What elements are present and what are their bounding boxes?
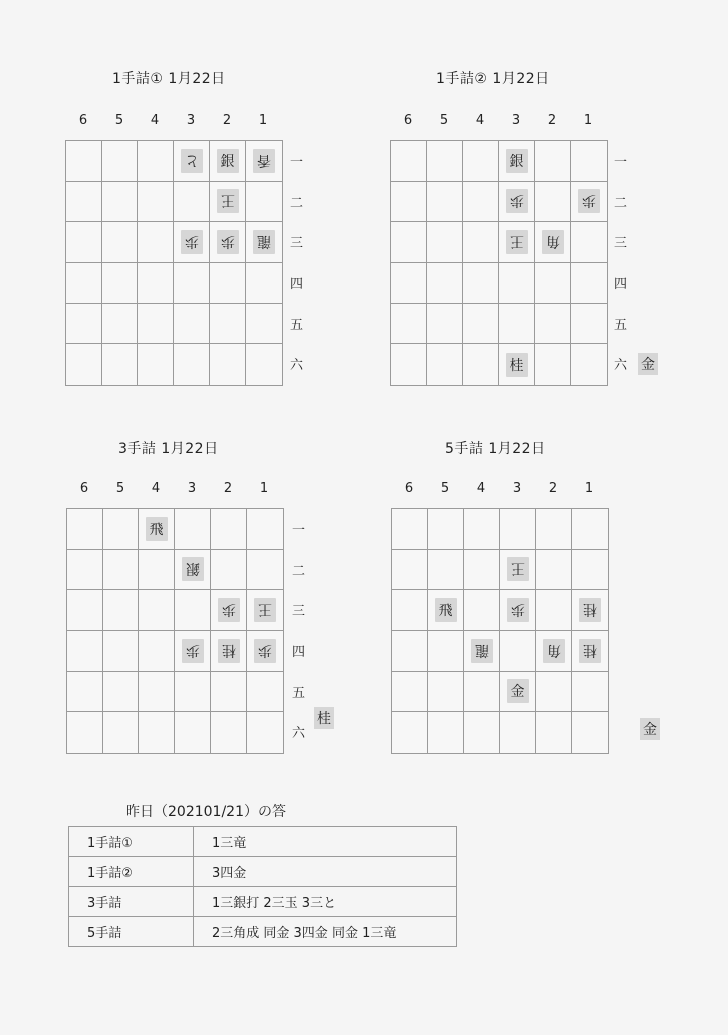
board-square [246, 344, 282, 385]
board-square [246, 182, 282, 223]
table-row [69, 887, 457, 917]
board-square [499, 263, 535, 304]
shogi-piece: 香 [253, 149, 275, 173]
board-square [463, 304, 499, 345]
board-square [572, 712, 608, 753]
board-square [246, 222, 282, 263]
file-label: 4 [150, 113, 160, 128]
board-square [138, 222, 174, 263]
puzzle-title: 1手詰② 1月22日 [436, 71, 550, 87]
file-label: 1 [584, 481, 594, 496]
board-square [500, 672, 536, 713]
answers-table [68, 826, 457, 947]
board-square [175, 550, 211, 591]
file-label: 5 [440, 481, 450, 496]
answers-title: 昨日（202101/21）の答 [126, 804, 286, 820]
shogi-piece: 王 [506, 230, 528, 254]
shogi-piece: 歩 [181, 230, 203, 254]
board-square [535, 141, 571, 182]
shogi-piece: 銀 [217, 149, 239, 173]
board-square [500, 631, 536, 672]
shogi-piece: 銀 [506, 149, 528, 173]
shogi-piece: 飛 [435, 598, 457, 622]
board-square [427, 344, 463, 385]
board-square [174, 263, 210, 304]
board-square [246, 304, 282, 345]
board-square [535, 222, 571, 263]
shogi-piece: 金 [507, 679, 529, 703]
rank-label: 四 [292, 644, 306, 660]
board-square [103, 509, 139, 550]
board-square [428, 590, 464, 631]
board-square [536, 509, 572, 550]
board-square [211, 712, 247, 753]
board-square [102, 263, 138, 304]
shogi-board [66, 508, 284, 754]
shogi-piece: 歩 [506, 189, 528, 213]
board-square [67, 509, 103, 550]
shogi-piece: 王 [254, 598, 276, 622]
puzzle-title: 1手詰① 1月22日 [112, 71, 226, 87]
board-square [463, 182, 499, 223]
answer-label: 1手詰① [69, 827, 194, 857]
board-square [463, 263, 499, 304]
rank-label: 三 [614, 236, 628, 252]
rank-label: 六 [290, 358, 304, 374]
rank-label: 二 [614, 195, 628, 211]
board-square [427, 222, 463, 263]
board-square [102, 182, 138, 223]
board-square [427, 304, 463, 345]
board-square [247, 509, 283, 550]
board-square [428, 509, 464, 550]
board-square [210, 141, 246, 182]
board-square [427, 182, 463, 223]
board-square [102, 304, 138, 345]
rank-label: 五 [292, 685, 306, 701]
board-square [464, 672, 500, 713]
file-label: 3 [512, 481, 522, 496]
board-square [536, 631, 572, 672]
rank-label: 六 [614, 358, 628, 374]
shogi-piece: 歩 [254, 639, 276, 663]
board-square [67, 672, 103, 713]
board-square [210, 182, 246, 223]
board-square [428, 672, 464, 713]
file-labels [65, 113, 281, 128]
board-square [428, 631, 464, 672]
file-label: 6 [78, 113, 88, 128]
rank-label: 四 [290, 276, 304, 292]
board-square [535, 344, 571, 385]
answer-text: 2三角成 同金 3四金 同金 1三竜 [194, 917, 457, 947]
file-label: 6 [403, 113, 413, 128]
board-square [210, 263, 246, 304]
file-label: 5 [115, 481, 125, 496]
board-square [211, 590, 247, 631]
board-square [500, 550, 536, 591]
rank-label: 一 [614, 154, 628, 170]
board-square [571, 304, 607, 345]
shogi-piece: 王 [507, 557, 529, 581]
board-square [67, 550, 103, 591]
board-square [175, 672, 211, 713]
board-square [464, 631, 500, 672]
board-square [499, 182, 535, 223]
board-square [572, 590, 608, 631]
board-square [67, 712, 103, 753]
file-label: 1 [583, 113, 593, 128]
board-square [67, 590, 103, 631]
shogi-board [391, 508, 609, 754]
board-square [572, 672, 608, 713]
file-label: 2 [548, 481, 558, 496]
puzzle-title: 3手詰 1月22日 [118, 441, 219, 457]
answer-text: 3四金 [194, 857, 457, 887]
shogi-piece: 龍 [471, 639, 493, 663]
rank-label: 一 [292, 522, 306, 538]
board-square [66, 182, 102, 223]
board-square [174, 344, 210, 385]
board-square [174, 182, 210, 223]
board-square [247, 550, 283, 591]
board-square [138, 344, 174, 385]
board-square [499, 222, 535, 263]
board-square [391, 182, 427, 223]
shogi-piece: 王 [217, 189, 239, 213]
board-square [103, 590, 139, 631]
shogi-piece: 歩 [218, 598, 240, 622]
board-square [66, 304, 102, 345]
rank-label: 二 [292, 563, 306, 579]
board-square [392, 590, 428, 631]
file-label: 3 [187, 481, 197, 496]
file-labels [390, 113, 606, 128]
board-square [211, 509, 247, 550]
file-labels [66, 481, 282, 496]
board-square [139, 509, 175, 550]
puzzle-title: 5手詰 1月22日 [445, 441, 546, 457]
shogi-piece: 飛 [146, 517, 168, 541]
board-square [500, 590, 536, 631]
board-square [464, 712, 500, 753]
board-square [391, 263, 427, 304]
table-row [69, 827, 457, 857]
file-label: 5 [114, 113, 124, 128]
board-square [139, 712, 175, 753]
shogi-piece: 角 [543, 639, 565, 663]
board-square [571, 263, 607, 304]
piece-in-hand: 金 [638, 353, 658, 375]
board-square [139, 590, 175, 631]
rank-labels [292, 508, 305, 752]
board-square [174, 141, 210, 182]
file-label: 2 [547, 113, 557, 128]
board-square [211, 550, 247, 591]
board-square [66, 344, 102, 385]
board-square [66, 263, 102, 304]
board-square [427, 263, 463, 304]
table-row [69, 857, 457, 887]
board-square [175, 590, 211, 631]
board-square [392, 672, 428, 713]
shogi-piece: 龍 [253, 230, 275, 254]
rank-label: 三 [292, 604, 306, 620]
shogi-board [65, 140, 283, 386]
board-square [535, 182, 571, 223]
file-label: 3 [511, 113, 521, 128]
board-square [572, 509, 608, 550]
shogi-piece: 桂 [506, 353, 528, 377]
board-square [392, 550, 428, 591]
board-square [535, 263, 571, 304]
answer-text: 1三銀打 2三玉 3三と [194, 887, 457, 917]
board-square [175, 712, 211, 753]
rank-label: 六 [292, 726, 306, 742]
shogi-piece: 角 [542, 230, 564, 254]
answer-label: 1手詰② [69, 857, 194, 887]
file-label: 4 [475, 113, 485, 128]
board-square [499, 344, 535, 385]
board-square [464, 550, 500, 591]
board-square [103, 712, 139, 753]
board-square [175, 509, 211, 550]
board-square [392, 631, 428, 672]
file-label: 4 [151, 481, 161, 496]
board-square [391, 141, 427, 182]
board-square [138, 182, 174, 223]
board-square [536, 672, 572, 713]
file-label: 6 [404, 481, 414, 496]
board-square [139, 672, 175, 713]
answer-text: 1三竜 [194, 827, 457, 857]
shogi-piece: 歩 [217, 230, 239, 254]
board-square [428, 550, 464, 591]
file-label: 2 [222, 113, 232, 128]
board-square [464, 590, 500, 631]
board-square [463, 344, 499, 385]
board-square [247, 672, 283, 713]
file-label: 3 [186, 113, 196, 128]
board-square [139, 631, 175, 672]
file-label: 1 [259, 481, 269, 496]
board-square [463, 141, 499, 182]
file-label: 5 [439, 113, 449, 128]
board-square [175, 631, 211, 672]
rank-label: 二 [290, 195, 304, 211]
shogi-piece: と [181, 149, 203, 173]
shogi-piece: 歩 [182, 639, 204, 663]
board-square [246, 263, 282, 304]
board-square [174, 222, 210, 263]
piece-in-hand: 桂 [314, 707, 334, 729]
board-square [247, 712, 283, 753]
board-square [499, 141, 535, 182]
board-square [210, 304, 246, 345]
board-square [139, 550, 175, 591]
board-square [572, 631, 608, 672]
board-square [210, 222, 246, 263]
file-labels [391, 481, 607, 496]
file-label: 2 [223, 481, 233, 496]
board-square [571, 344, 607, 385]
shogi-board [390, 140, 608, 386]
shogi-piece: 桂 [579, 598, 601, 622]
board-square [391, 304, 427, 345]
board-square [427, 141, 463, 182]
board-square [391, 222, 427, 263]
file-label: 1 [258, 113, 268, 128]
board-square [103, 672, 139, 713]
rank-labels [614, 140, 627, 384]
board-square [67, 631, 103, 672]
table-row [69, 917, 457, 947]
board-square [102, 222, 138, 263]
rank-label: 一 [290, 154, 304, 170]
board-square [536, 590, 572, 631]
board-square [571, 222, 607, 263]
board-square [572, 550, 608, 591]
shogi-piece: 銀 [182, 557, 204, 581]
rank-label: 四 [614, 276, 628, 292]
board-square [66, 222, 102, 263]
board-square [246, 141, 282, 182]
board-square [499, 304, 535, 345]
board-square [138, 304, 174, 345]
file-label: 6 [79, 481, 89, 496]
board-square [210, 344, 246, 385]
board-square [464, 509, 500, 550]
file-label: 4 [476, 481, 486, 496]
board-square [211, 631, 247, 672]
board-square [500, 712, 536, 753]
board-square [138, 263, 174, 304]
board-square [391, 344, 427, 385]
board-square [138, 141, 174, 182]
board-square [500, 509, 536, 550]
board-square [247, 590, 283, 631]
board-square [536, 712, 572, 753]
board-square [103, 550, 139, 591]
piece-in-hand: 金 [640, 718, 660, 740]
answer-label: 3手詰 [69, 887, 194, 917]
answer-label: 5手詰 [69, 917, 194, 947]
board-square [211, 672, 247, 713]
board-square [66, 141, 102, 182]
shogi-piece: 桂 [218, 639, 240, 663]
board-square [463, 222, 499, 263]
rank-label: 五 [290, 317, 304, 333]
board-square [535, 304, 571, 345]
board-square [102, 141, 138, 182]
rank-labels [290, 140, 303, 384]
board-square [536, 550, 572, 591]
rank-label: 三 [290, 236, 304, 252]
board-square [103, 631, 139, 672]
board-square [571, 182, 607, 223]
board-square [392, 509, 428, 550]
board-square [174, 304, 210, 345]
rank-label: 五 [614, 317, 628, 333]
board-square [392, 712, 428, 753]
board-square [102, 344, 138, 385]
shogi-piece: 桂 [579, 639, 601, 663]
board-square [247, 631, 283, 672]
shogi-piece: 歩 [507, 598, 529, 622]
shogi-piece: 歩 [578, 189, 600, 213]
board-square [428, 712, 464, 753]
board-square [571, 141, 607, 182]
